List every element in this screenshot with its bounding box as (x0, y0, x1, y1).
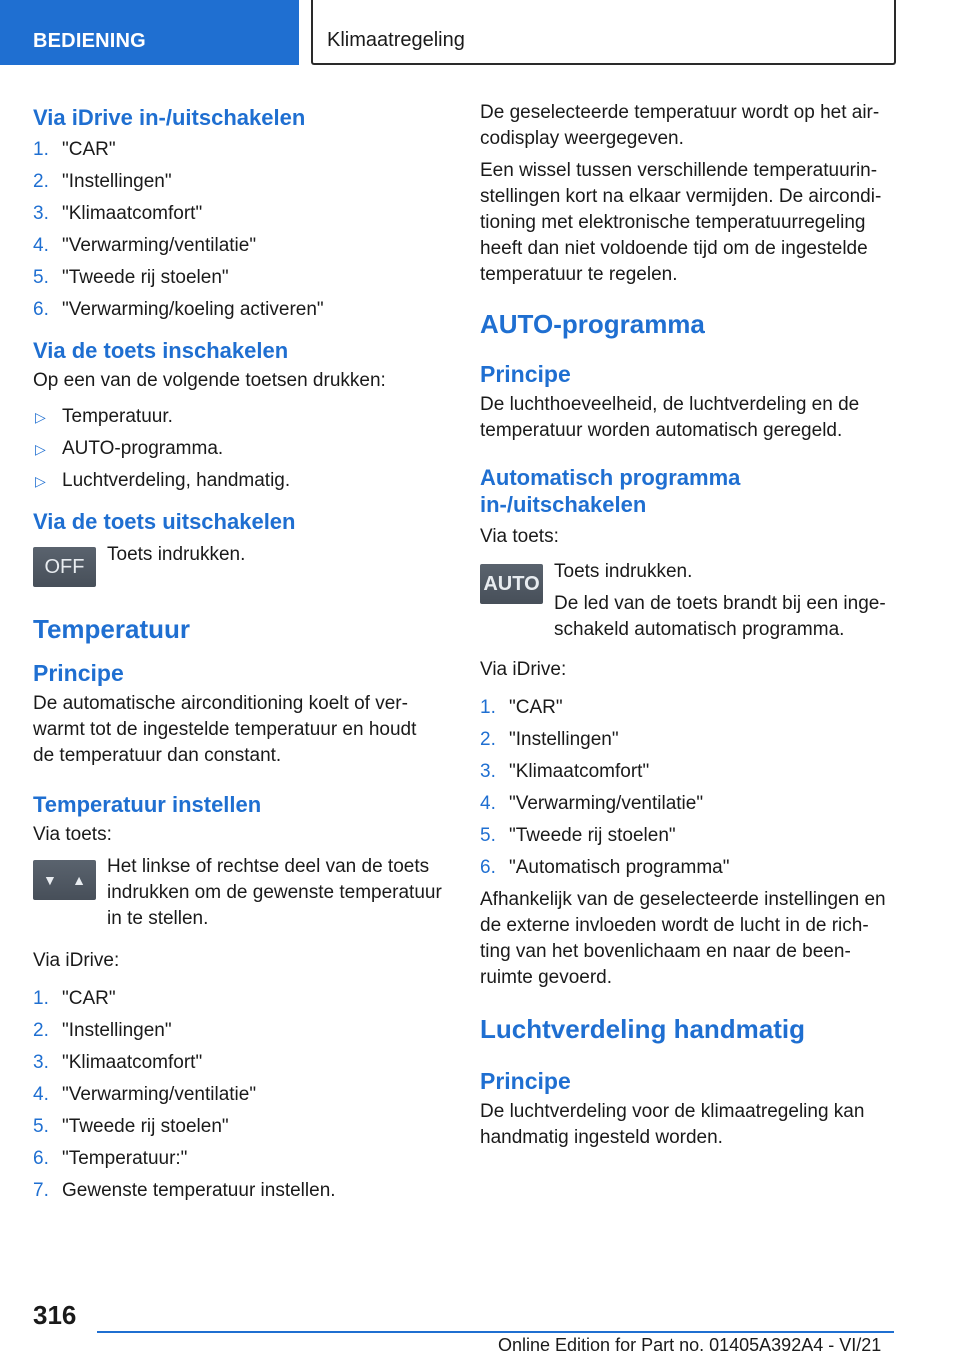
auto-led-text: De led van de toets brandt bij een ingeschakeld automatisch programma. (554, 593, 886, 640)
list-item: ▷ AUTO-programma. (33, 436, 453, 462)
auto-button-icon: AUTO (480, 564, 543, 604)
temperature-heading: Temperatuur (33, 614, 190, 644)
list-item: 1. "CAR" (33, 988, 116, 1009)
auto-program-heading: AUTO-programma (480, 309, 705, 339)
list-item: 6. "Automatisch programma" (480, 857, 730, 878)
list-item: 5. "Tweede rij stoelen" (33, 267, 229, 288)
header-section-tab (0, 0, 299, 65)
via-button-label: Via toets: (33, 824, 112, 845)
header-chapter-label: Klimaatregeling (327, 29, 465, 51)
principle-heading: Principe (33, 660, 124, 686)
list-item: 3. "Klimaatcomfort" (480, 761, 650, 782)
button-off-heading: Via de toets uitschakelen (33, 509, 296, 534)
list-item: 4. "Verwarming/ventilatie" (33, 1084, 257, 1105)
via-idrive-label: Via iDrive: (33, 950, 120, 971)
list-item: 3. "Klimaatcomfort" (33, 203, 203, 224)
auto-program-steps (480, 695, 900, 881)
airflow-text: Afhankelijk van de geselecteerde instellingen en de externe invloeden wordt de lucht in de richting van het bovenlichaam en naar de beenruimte gevoerd. (480, 889, 886, 988)
auto-button-row (480, 562, 900, 643)
temperature-set-heading: Temperatuur instellen (33, 792, 262, 817)
right-column (480, 100, 900, 1151)
idrive-toggle-steps (33, 137, 453, 323)
auto-button-text: Toets indrukken. (554, 561, 693, 582)
header-section-label: BEDIENING (33, 30, 146, 52)
list-item: ▷ Luchtverdeling, handmatig. (33, 468, 453, 494)
list-item: 4. "Verwarming/ventilatie" (33, 235, 257, 256)
list-item: 2. "Instellingen" (480, 729, 619, 750)
temp-button-icon (33, 860, 96, 900)
list-item: ▷ Temperatuur. (33, 404, 453, 430)
list-item: 2. "Instellingen" (33, 171, 172, 192)
triangle-bullet-icon: ▷ (35, 473, 46, 489)
list-item: 6. "Verwarming/koeling activeren" (33, 299, 324, 320)
off-button-icon: OFF (33, 547, 96, 587)
manual-distribution-heading: Luchtverdeling handmatig (480, 1014, 806, 1044)
list-item: 1. "CAR" (480, 697, 563, 718)
avoid-switching-text: Een wissel tussen verschillende temperatuurinstellingen kort na elkaar vermijden. De airconditioning met elektronische temperatuurregeling heeft dan niet voldoende tijd om de ingestelde temperatuur te regelen. (480, 160, 882, 285)
footer-divider (97, 1331, 894, 1333)
triangle-bullet-icon: ▷ (35, 441, 46, 457)
list-item: 3. "Klimaatcomfort" (33, 1052, 203, 1073)
auto-toggle-heading: Automatisch programma in-/uitschakelen (480, 465, 741, 517)
auto-button-text-group (554, 562, 894, 643)
principle-heading: Principe (480, 361, 571, 387)
arrow-down-icon: ▼ (43, 872, 57, 888)
list-item: 4. "Verwarming/ventilatie" (480, 793, 704, 814)
temperature-set-steps (33, 986, 453, 1204)
temp-button-text: Het linkse of rechtse deel van de toets indrukken om de gewenste temperatuur in te stellen. (107, 856, 442, 929)
button-on-intro: Op een van de volgende toetsen drukken: (33, 370, 386, 391)
temp-button-row (33, 858, 453, 932)
list-item: 1. "CAR" (33, 139, 116, 160)
principle-heading: Principe (480, 1068, 571, 1094)
list-item: 2. "Instellingen" (33, 1020, 172, 1041)
idrive-toggle-heading: Via iDrive in-/uitschakelen (33, 105, 306, 130)
header-chapter-tab (311, 0, 896, 65)
edition-text: Online Edition for Part no. 01405A392A4 - VI/21 (498, 1335, 882, 1355)
arrow-up-icon: ▲ (72, 872, 86, 888)
left-column (33, 100, 453, 1210)
principle-text: De automatische airconditioning koelt of verwarmt tot de ingestelde temperatuur en houdt de temperatuur dan constant. (33, 693, 417, 766)
via-idrive-label: Via iDrive: (480, 659, 567, 680)
off-button-row (33, 545, 453, 587)
off-button-text: Toets indrukken. (107, 544, 246, 565)
list-item: 5. "Tweede rij stoelen" (33, 1116, 229, 1137)
page-number: 316 (33, 1300, 77, 1330)
list-item: 6. "Temperatuur:" (33, 1148, 188, 1169)
manual-principle-text: De luchtverdeling voor de klimaatregeling kan handmatig ingesteld worden. (480, 1101, 865, 1148)
via-button-label: Via toets: (480, 526, 559, 547)
button-on-list (33, 404, 453, 494)
list-item: 5. "Tweede rij stoelen" (480, 825, 676, 846)
list-item: 7. Gewenste temperatuur instellen. (33, 1180, 336, 1201)
auto-principle-text: De luchthoeveelheid, de luchtverdeling en de temperatuur worden automatisch geregeld. (480, 394, 860, 441)
button-on-heading: Via de toets inschakelen (33, 338, 289, 363)
triangle-bullet-icon: ▷ (35, 409, 46, 425)
display-text: De geselecteerde temperatuur wordt op het aircodisplay weergegeven. (480, 102, 880, 149)
